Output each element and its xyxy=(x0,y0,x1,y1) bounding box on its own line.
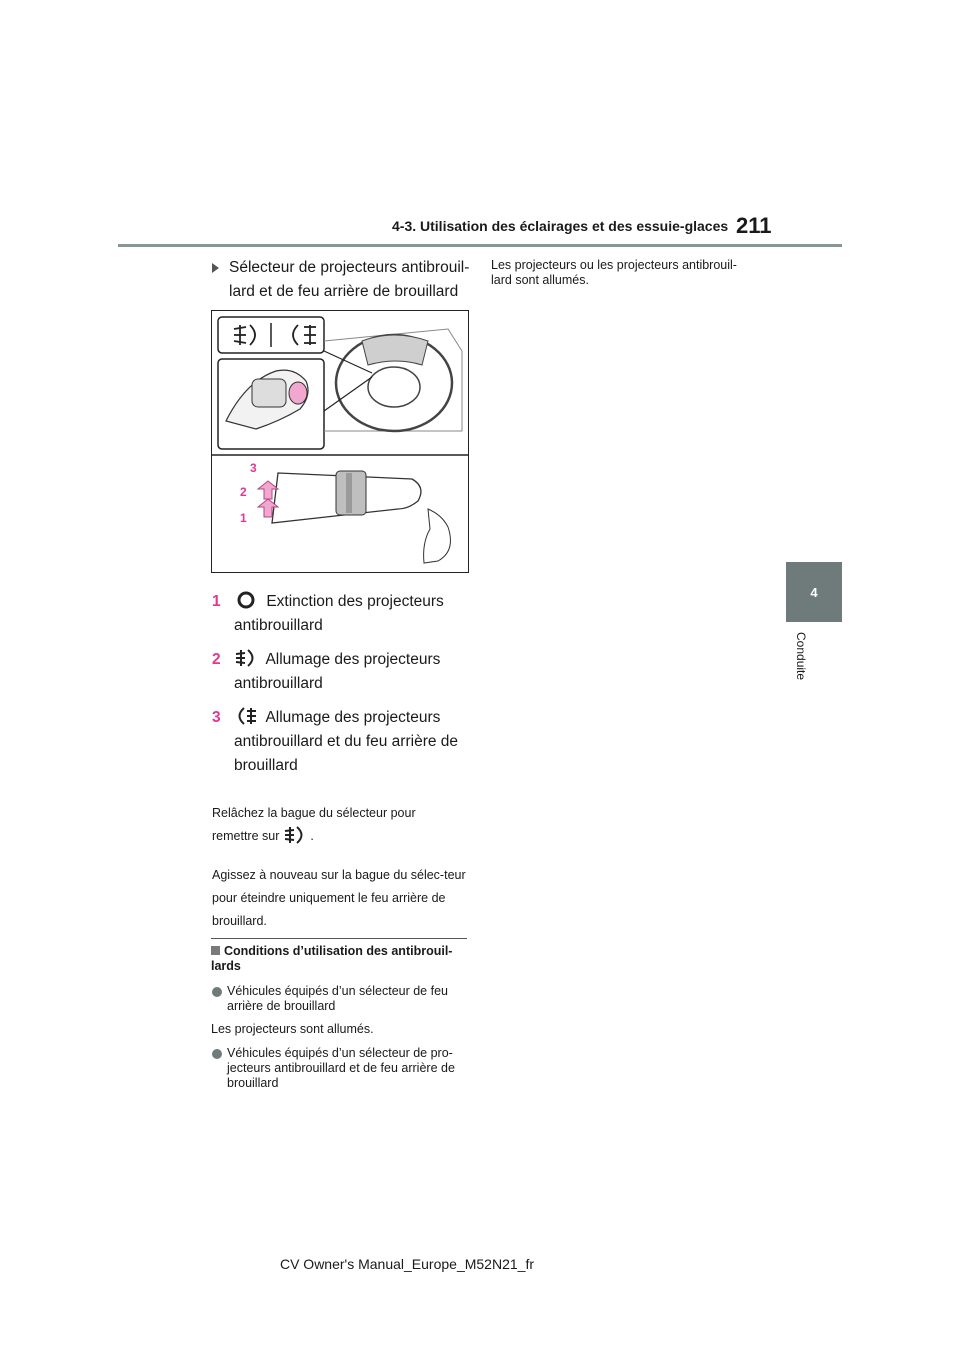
step-number: 1 xyxy=(212,593,221,610)
front-fog-icon xyxy=(234,648,258,668)
release-text-b: remettre sur xyxy=(212,829,280,843)
chapter-label: Conduite xyxy=(794,632,808,681)
chapter-tab[interactable] xyxy=(786,562,842,622)
triangle-bullet-icon xyxy=(212,263,219,273)
step-text: Extinction des projecteurs antibrouillard xyxy=(234,593,444,634)
bullet-text: Véhicules équipés d’un sélecteur de feu arrière de brouillard xyxy=(227,984,448,1013)
lead-heading-text: Sélecteur de projecteurs antibrouil-lard et de feu arrière de brouillard xyxy=(229,259,470,300)
release-text-a: Relâchez la bague du sélecteur pour xyxy=(212,806,416,820)
step-2 xyxy=(212,648,472,696)
step-1 xyxy=(212,590,472,638)
callout-1: 1 xyxy=(240,511,247,525)
page-number: 211 xyxy=(736,213,772,238)
section-heading-text: Conditions d’utilisation des antibrouil-lards xyxy=(211,944,453,973)
step-text: Allumage des projecteurs antibrouillard xyxy=(234,651,441,692)
front-fog-icon xyxy=(283,825,307,845)
illustration-svg xyxy=(212,311,468,572)
header-divider xyxy=(118,244,842,247)
chapter-number: 4 xyxy=(810,584,818,600)
footer-doc-name: CV Owner's Manual_Europe_M52N21_fr xyxy=(279,1256,534,1272)
release-paragraph xyxy=(212,802,470,848)
right-column-text: Les projecteurs ou les projecteurs antibrouil-lard sont allumés. xyxy=(491,258,737,287)
lead-heading xyxy=(212,256,474,304)
list-item xyxy=(211,984,467,1014)
list-item xyxy=(211,1046,467,1091)
square-bullet-icon xyxy=(211,946,220,955)
again-paragraph: Agissez à nouveau sur la bague du sélec-teur pour éteindre uniquement le feu arrière de brouillard. xyxy=(212,868,466,928)
section-title: 4-3. Utilisation des éclairages et des essuie-glaces xyxy=(392,218,729,234)
step-text: Allumage des projecteurs antibrouillard et du feu arrière de brouillard xyxy=(234,709,459,774)
rear-fog-icon xyxy=(234,706,258,726)
circle-bullet-icon xyxy=(212,1049,222,1059)
steps-list xyxy=(212,590,472,788)
callout-3: 3 xyxy=(250,461,257,475)
bullet-text: Véhicules équipés d’un sélecteur de pro-jecteurs antibrouillard et de feu arrière de brouillard xyxy=(227,1046,455,1090)
step-3 xyxy=(212,706,472,778)
section-divider xyxy=(211,938,467,939)
step-number: 3 xyxy=(212,709,221,726)
circle-bullet-icon xyxy=(212,987,222,997)
section-heading xyxy=(211,944,469,974)
fog-off-icon xyxy=(234,590,258,610)
fog-switch-illustration xyxy=(211,310,469,573)
bullet-result: Les projecteurs sont allumés. xyxy=(211,1022,374,1036)
callout-2: 2 xyxy=(240,485,247,499)
step-number: 2 xyxy=(212,651,221,668)
release-text-c: . xyxy=(310,829,314,843)
